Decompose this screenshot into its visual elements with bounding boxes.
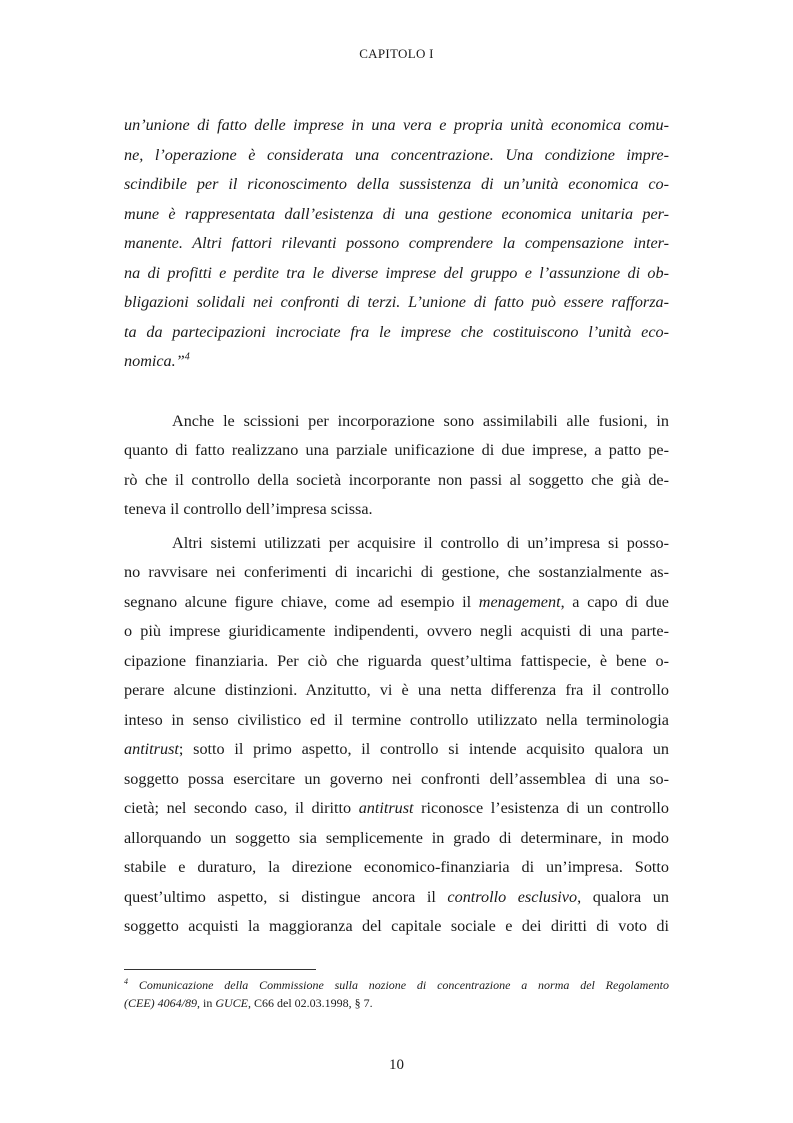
paragraph-line [124, 593, 669, 612]
text-run: , a capo di due [560, 593, 669, 611]
quote-closing-text: nomica.” [124, 352, 185, 370]
paragraph-line: cipazione finanziaria. Per ciò che riguarda quest’ultima fattispecie, è bene o- [124, 652, 669, 670]
paragraph-line: Anche le scissioni per incorporazione sono assimilabili alle fusioni, in [172, 412, 669, 430]
paragraph-line [124, 799, 669, 818]
footnote-citation-title: Comunicazione della Commissione sulla nozione di concentrazione a norma del Regolamento [138, 978, 670, 992]
emphasis-term: antitrust [358, 799, 414, 817]
emphasis-term: controllo esclusivo [447, 888, 578, 906]
paragraph-line [124, 888, 669, 907]
emphasis-term: menagement [478, 593, 561, 611]
quote-line: na di profitti e perdite tra le diverse imprese del gruppo e l’assunzione di ob- [124, 264, 669, 282]
paragraph-line: Altri sistemi utilizzati per acquisire il controllo di un’impresa si posso- [172, 534, 669, 552]
quote-line: manente. Altri fattori rilevanti possono comprendere la compensazione inter- [124, 234, 669, 252]
quote-last-line [124, 352, 669, 371]
paragraph-line: inteso in senso civilistico ed il termine controllo utilizzato nella terminologia [124, 711, 669, 729]
text-run: cietà; nel secondo caso, il diritto [124, 799, 359, 817]
quote-line: bligazioni solidali nei confronti di terzi. L’unione di fatto può essere rafforza- [124, 293, 669, 311]
quote-line: mune è rappresentata dall’esistenza di una gestione economica unitaria per- [124, 205, 669, 223]
running-header: CAPITOLO I [359, 46, 434, 61]
paragraph-line: rò che il controllo della società incorporante non passi al soggetto che già de- [124, 471, 669, 489]
paragraph-line: perare alcune distinzioni. Anzitutto, vi è una netta differenza fra il controllo [124, 681, 669, 699]
paragraph-line [124, 740, 669, 759]
page-number: 10 [389, 1057, 404, 1073]
footnote-marker: 4 [124, 977, 128, 986]
text-run: ; sotto il primo aspetto, il controllo si intende acquisito qualora un [178, 740, 669, 758]
quote-line: ta da partecipazioni incrociate fra le imprese che costituiscono l’unità eco- [124, 323, 669, 341]
text-run: quest’ultimo aspetto, si distingue ancora il [124, 888, 448, 906]
text-run: , in [197, 996, 216, 1010]
text-run: , C66 del 02.03.1998, § 7. [248, 996, 373, 1010]
paragraph-line: o più imprese giuridicamente indipendenti, ovvero negli acquisti di una parte- [124, 622, 669, 640]
paragraph-line: quanto di fatto realizzano una parziale unificazione di due imprese, a patto pe- [124, 441, 669, 459]
footnote-line [124, 978, 669, 993]
text-run: riconosce l’esistenza di un controllo [413, 799, 669, 817]
paragraph-line: soggetto acquisti la maggioranza del capitale sociale e dei diritti di voto di [124, 917, 669, 935]
footnote-line [124, 996, 669, 1011]
quote-line: un’unione di fatto delle imprese in una vera e propria unità economica comu- [124, 116, 669, 134]
paragraph-line: stabile e duraturo, la direzione economico-finanziaria di un’impresa. Sotto [124, 858, 669, 876]
paragraph-line: teneva il controllo dell’impresa scissa. [124, 500, 373, 518]
paragraph-line: no ravvisare nei conferimenti di incarichi di gestione, che sostanzialmente as- [124, 563, 669, 581]
text-run: , qualora un [577, 888, 669, 906]
footnote-journal: GUCE [215, 996, 249, 1010]
footnote-regulation: (CEE) 4064/89 [124, 996, 197, 1010]
text-run: segnano alcune figure chiave, come ad esempio il [124, 593, 479, 611]
footnote-separator [124, 969, 316, 970]
quote-line: ne, l’operazione è considerata una concentrazione. Una condizione impre- [124, 146, 669, 164]
paragraph-line: allorquando un soggetto sia semplicemente in grado di determinare, in modo [124, 829, 669, 847]
quote-line: scindibile per il riconoscimento della sussistenza di un’unità economica co- [124, 175, 669, 193]
footnote-reference[interactable]: 4 [184, 351, 190, 363]
emphasis-term: antitrust [124, 740, 179, 758]
paragraph-line: soggetto possa esercitare un governo nei confronti dell’assemblea di una so- [124, 770, 669, 788]
